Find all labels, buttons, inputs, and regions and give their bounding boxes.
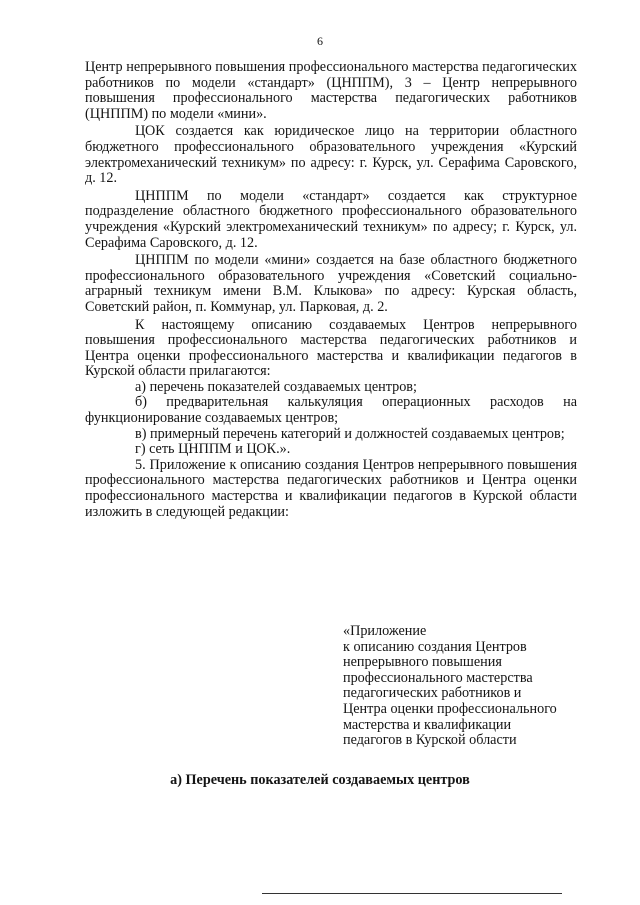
appendix-line: педагогов в Курской области (343, 732, 517, 749)
paragraph-centers-list: Центр непрерывного повышения профессионального мастерства педагогических работников по модели «стандарт» (ЦНППМ), 3 – Центр непрерывного повышения профессионального мастерства педагогических работников (ЦНППМ) по модели «мини». (85, 59, 577, 122)
list-item-a: а) перечень показателей создаваемых центров; (135, 378, 417, 395)
section-heading: а) Перечень показателей создаваемых центров (170, 772, 470, 788)
paragraph-tsnppm-mini: ЦНППМ по модели «мини» создается на базе областного бюджетного профессионального образовательного учреждения «Советский социально-аграрный техникум имени В.М. Клыкова» по адресу: Курская область, Советский район, п. Коммунар, ул. Парковая, д. 2. (85, 252, 577, 315)
footer-divider (262, 893, 562, 894)
list-item-b: б) предварительная калькуляция операционных расходов на функционирование создаваемых центров; (85, 394, 577, 427)
list-item-g: г) сеть ЦНППМ и ЦОК.». (135, 441, 291, 458)
document-body (85, 60, 577, 520)
paragraph-tsnppm-standard: ЦНППМ по модели «стандарт» создается как структурное подразделение областного бюджетного профессионального образовательного учреждения «Курский электромеханический техникум» по адресу; г. Курск, ул. Серафима Саровского, д. 12. (85, 187, 577, 251)
appendix-line: непрерывного повышения (343, 654, 502, 671)
list-item-v: в) примерный перечень категорий и должностей создаваемых центров; (135, 425, 565, 442)
appendix-line: «Приложение (343, 623, 427, 639)
paragraph-tsok: ЦОК создается как юридическое лицо на территории областного бюджетного профессионального образовательного учреждения «Курский электромеханический техникум» по адресу: г. Курск, ул. Серафима Саровского, д. 12. (85, 123, 577, 187)
page-number: 6 (317, 34, 323, 48)
appendix-line: к описанию создания Центров (343, 638, 527, 655)
appendix-line: профессионального мастерства (343, 669, 533, 686)
appendix-block (343, 624, 593, 749)
appendix-line: педагогических работников и (343, 685, 522, 702)
paragraph-item-5: 5. Приложение к описанию создания Центров непрерывного повышения профессионального мастерства педагогических работников и Центра оценки профессионального мастерства и квалификации педагогов в Курской области изложить в следующей редакции: (85, 456, 577, 520)
paragraph-attachments-intro: К настоящему описанию создаваемых Центров непрерывного повышения профессионального мастерства педагогических работников и Центра оценки профессионального мастерства и квалификации педагогов в Курской области прилагаются: (85, 316, 577, 380)
appendix-line: Центра оценки профессионального (343, 700, 557, 717)
appendix-line: мастерства и квалификации (343, 716, 512, 733)
